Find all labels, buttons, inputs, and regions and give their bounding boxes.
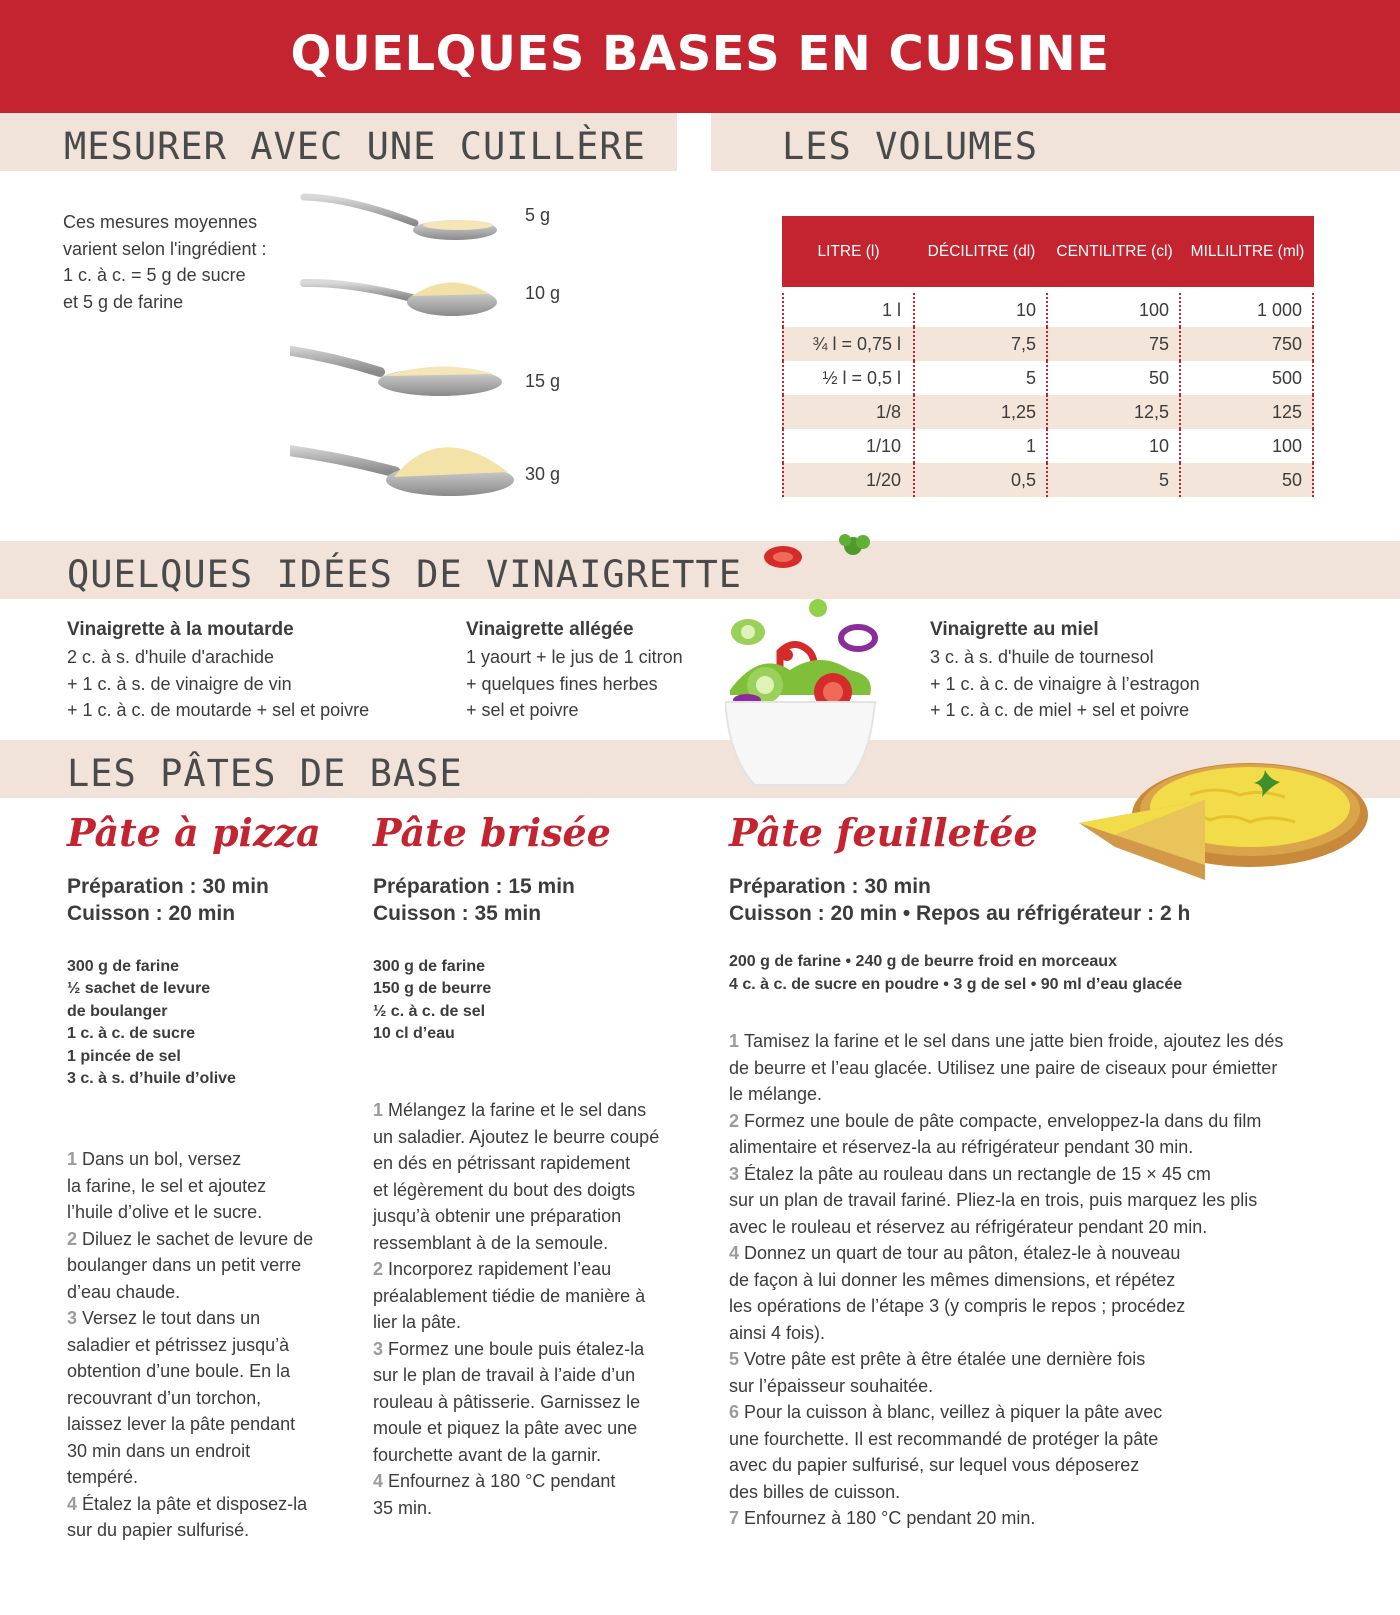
step-line <box>373 1177 635 1204</box>
recipe-title-brisee: Pâte brisée <box>373 810 611 855</box>
step-text: 30 min dans un endroit <box>67 1440 251 1461</box>
vinaigrette-line: 1 yaourt + le jus de 1 citron <box>466 647 683 667</box>
vinaigrette-title: Vinaigrette au miel <box>930 619 1099 640</box>
step-line <box>373 1389 640 1416</box>
column-header: MILLILITRE (ml) <box>1190 242 1305 260</box>
step-line <box>729 1134 1193 1161</box>
step-text: sur du papier sulfurisé. <box>67 1520 250 1540</box>
step-number: 2 <box>67 1228 83 1249</box>
step-text: recouvrant d’un torchon, <box>67 1387 262 1408</box>
step-line <box>729 1108 1261 1135</box>
table-cell: 5 <box>1048 463 1181 497</box>
table-cell: 0,5 <box>915 463 1048 497</box>
step-line <box>373 1150 630 1177</box>
step-line <box>373 1309 461 1336</box>
step-number: 5 <box>729 1349 745 1369</box>
step-line <box>729 1055 1277 1082</box>
step-line <box>67 1438 250 1465</box>
vinaigrette-title: Vinaigrette à la moutarde <box>67 619 294 640</box>
salad-bowl-icon <box>725 530 885 795</box>
step-number: 2 <box>729 1110 745 1131</box>
vinaigrette-title: Vinaigrette allégée <box>466 619 634 640</box>
section-band-vinaigrette <box>0 541 1400 599</box>
table-cell: 1 l <box>782 293 915 327</box>
step-text: fourchette avant de la garnir. <box>373 1444 602 1465</box>
table-cell: 1/8 <box>782 395 915 429</box>
section-title-volumes: LES VOLUMES <box>782 125 1039 168</box>
step-line <box>729 1399 1162 1426</box>
spoon-note-line: et 5 g de farine <box>63 292 184 312</box>
step-text: rouleau à pâtisserie. Garnissez le <box>373 1391 641 1412</box>
step-text: ainsi 4 fois). <box>729 1322 826 1343</box>
table-cell: 1,25 <box>915 395 1048 429</box>
table-cell: 750 <box>1181 327 1314 361</box>
step-line <box>373 1230 608 1257</box>
step-line <box>373 1336 644 1363</box>
table-row <box>782 327 1314 361</box>
table-cell: 5 <box>915 361 1048 395</box>
step-number: 4 <box>729 1243 745 1263</box>
step-number: 3 <box>373 1338 389 1359</box>
step-text: l’huile d’olive et le sucre. <box>67 1202 263 1222</box>
step-line <box>729 1346 1145 1373</box>
step-text: Incorporez rapidement l’eau <box>388 1259 612 1279</box>
ingredient-line: de boulanger <box>67 1003 168 1020</box>
table-cell: 100 <box>1181 429 1314 463</box>
volumes-table-header <box>782 216 1314 287</box>
step-line <box>67 1332 289 1359</box>
section-band-volumes <box>711 113 1400 171</box>
step-text: un saladier. Ajoutez le beurre coupé <box>373 1126 660 1147</box>
step-text: alimentaire et réservez-la au réfrigérateur pendant 30 min. <box>729 1137 1194 1157</box>
column-header: LITRE (l) <box>817 242 880 260</box>
step-line <box>67 1173 266 1200</box>
spoon-10g-icon <box>304 282 497 316</box>
step-text: Mélangez la farine et le sel dans <box>388 1100 647 1120</box>
step-line <box>729 1187 1257 1214</box>
table-cell: 10 <box>1048 429 1181 463</box>
step-text: et légèrement du bout des doigts <box>373 1179 636 1200</box>
step-text: boulanger dans un petit verre <box>67 1255 302 1275</box>
page-title: QUELQUES BASES EN CUISINE <box>290 26 1110 82</box>
step-text: Formez une boule puis étalez-la <box>388 1338 645 1359</box>
table-cell: ¾ l = 0,75 l <box>782 327 915 361</box>
step-line <box>729 1426 1158 1453</box>
spoon-note-line: varient selon l'ingrédient : <box>63 239 267 259</box>
volumes-table-body <box>782 293 1314 497</box>
step-text: Étalez la pâte au rouleau dans un rectangle de 15 × 45 cm <box>744 1163 1211 1184</box>
step-line <box>729 1240 1180 1267</box>
step-text: Étalez la pâte et disposez-la <box>82 1493 308 1514</box>
step-text: de façon à lui donner les mêmes dimensions, et répétez <box>729 1269 1176 1290</box>
step-line <box>729 1293 1185 1320</box>
step-line <box>373 1442 601 1469</box>
table-cell: 1 <box>915 429 1048 463</box>
step-text: 35 min. <box>373 1497 433 1518</box>
quiche-icon <box>1075 745 1375 905</box>
table-cell: 75 <box>1048 327 1181 361</box>
vinaigrette-line: + 1 c. à c. de moutarde + sel et poivre <box>67 700 370 720</box>
spoon-15g-icon <box>290 345 502 396</box>
step-number: 2 <box>373 1259 389 1279</box>
vinaigrette-line: + 1 c. à s. de vinaigre de vin <box>67 674 292 694</box>
spoon-label-10g: 10 g <box>525 283 561 303</box>
step-text: jusqu’à obtenir une préparation <box>373 1206 622 1226</box>
ingredient-line: 200 g de farine • 240 g de beurre froid en morceaux <box>729 953 1117 970</box>
table-cell: 1 000 <box>1181 293 1314 327</box>
step-line <box>729 1320 825 1347</box>
ingredient-line: ½ sachet de levure <box>67 980 211 997</box>
step-line <box>67 1305 260 1332</box>
step-line <box>67 1358 290 1385</box>
table-cell: 500 <box>1181 361 1314 395</box>
ingredient-line: 1 pincée de sel <box>67 1048 181 1065</box>
vinaigrette-line: + 1 c. à c. de vinaigre à l’estragon <box>930 674 1200 694</box>
step-line <box>373 1468 615 1495</box>
step-text: des billes de cuisson. <box>729 1481 901 1502</box>
step-line <box>373 1415 637 1442</box>
step-number: 6 <box>729 1402 745 1422</box>
step-text: de beurre et l’eau glacée. Utilisez une paire de ciseaux pour émietter <box>729 1057 1278 1078</box>
step-line <box>373 1203 621 1230</box>
table-row <box>782 463 1314 497</box>
ingredient-line: 300 g de farine <box>373 958 486 975</box>
table-cell: ½ l = 0,5 l <box>782 361 915 395</box>
recipe-title-pizza: Pâte à pizza <box>67 810 321 855</box>
step-text: Votre pâte est prête à être étalée une dernière fois <box>744 1349 1146 1369</box>
spoon-30g-icon <box>290 445 514 496</box>
vinaigrette-line: + quelques fines herbes <box>466 674 658 694</box>
ingredient-line: ½ c. à c. de sel <box>373 1003 486 1020</box>
recipe-prep-brisee: Préparation : 15 min <box>373 875 575 898</box>
table-cell: 12,5 <box>1048 395 1181 429</box>
step-text: préalablement tiédie de manière à <box>373 1285 646 1306</box>
step-text: d’eau chaude. <box>67 1281 181 1302</box>
step-line <box>373 1362 635 1389</box>
step-line <box>67 1491 307 1518</box>
step-number: 3 <box>67 1308 83 1328</box>
step-line <box>67 1252 301 1279</box>
step-line <box>373 1124 659 1151</box>
table-row <box>782 361 1314 395</box>
step-text: ressemblant à de la semoule. <box>373 1232 609 1253</box>
step-line <box>729 1479 900 1506</box>
step-number: 4 <box>67 1493 83 1514</box>
column-header: CENTILITRE (cl) <box>1056 242 1173 260</box>
recipe-prep-feuilletee: Préparation : 30 min <box>729 875 931 898</box>
recipe-cook-pizza: Cuisson : 20 min <box>67 902 236 925</box>
section-band-spoon <box>0 113 677 171</box>
step-line <box>67 1146 241 1173</box>
step-number: 7 <box>729 1508 745 1528</box>
step-text: sur le plan de travail à l’aide d’un <box>373 1365 636 1385</box>
spoon-5g-icon <box>304 197 497 240</box>
step-text: les opérations de l’étape 3 (y compris le repos ; procédez <box>729 1296 1186 1316</box>
step-number: 3 <box>729 1163 745 1184</box>
step-text: le mélange. <box>729 1084 823 1104</box>
step-number: 1 <box>373 1100 389 1120</box>
spoon-note-line: 1 c. à c. = 5 g de sucre <box>63 265 246 285</box>
table-row <box>782 395 1314 429</box>
table-cell: 125 <box>1181 395 1314 429</box>
step-line <box>373 1283 645 1310</box>
table-cell: 10 <box>915 293 1048 327</box>
step-text: la farine, le sel et ajoutez <box>67 1175 267 1196</box>
step-line <box>373 1495 432 1522</box>
ingredient-line: 3 c. à s. d’huile d’olive <box>67 1070 236 1087</box>
table-row <box>782 293 1314 327</box>
vinaigrette-line: + sel et poivre <box>466 700 579 720</box>
step-line <box>67 1226 313 1253</box>
recipe-title-feuilletee: Pâte feuilletée <box>729 810 1038 855</box>
step-text: avec du papier sulfurisé, sur lequel vous déposerez <box>729 1455 1140 1475</box>
table-cell: 50 <box>1048 361 1181 395</box>
step-text: en dés en pétrissant rapidement <box>373 1153 631 1173</box>
step-text: Versez le tout dans un <box>82 1308 261 1328</box>
step-line <box>67 1279 180 1306</box>
step-text: obtention d’une boule. En la <box>67 1361 291 1381</box>
vinaigrette-line: 3 c. à s. d'huile de tournesol <box>930 647 1154 667</box>
recipe-cook-brisee: Cuisson : 35 min <box>373 902 542 925</box>
step-text: moule et piquez la pâte avec une <box>373 1418 638 1438</box>
step-line <box>67 1385 261 1412</box>
column-header: DÉCILITRE (dl) <box>927 242 1036 260</box>
step-line <box>729 1161 1211 1188</box>
step-line <box>373 1256 611 1283</box>
step-text: Donnez un quart de tour au pâton, étalez-le à nouveau <box>744 1243 1181 1263</box>
step-text: une fourchette. Il est recommandé de protéger la pâte <box>729 1428 1159 1449</box>
step-line <box>67 1464 138 1491</box>
spoon-label-5g: 5 g <box>525 205 551 225</box>
step-line <box>67 1411 295 1438</box>
step-text: Pour la cuisson à blanc, veillez à piquer la pâte avec <box>744 1402 1163 1422</box>
vinaigrette-line: 2 c. à s. d'huile d'arachide <box>67 647 274 667</box>
step-text: Tamisez la farine et le sel dans une jatte bien froide, ajoutez les dés <box>744 1031 1284 1051</box>
step-text: Formez une boule de pâte compacte, enveloppez-la dans du film <box>744 1110 1262 1131</box>
step-line <box>373 1097 646 1124</box>
ingredient-line: 10 cl d’eau <box>373 1025 455 1042</box>
step-line <box>67 1517 249 1544</box>
step-number: 4 <box>373 1471 389 1491</box>
table-cell: 1/20 <box>782 463 915 497</box>
step-text: avec le rouleau et réservez au réfrigérateur pendant 20 min. <box>729 1216 1208 1237</box>
step-text: laissez lever la pâte pendant <box>67 1414 296 1434</box>
recipe-cook-feuilletee: Cuisson : 20 min • Repos au réfrigérateur : 2 h <box>729 902 1191 925</box>
spoons-illustration <box>290 190 520 510</box>
spoon-label-15g: 15 g <box>525 371 561 391</box>
step-text: tempéré. <box>67 1467 139 1487</box>
section-title-pates: LES PÂTES DE BASE <box>67 752 463 795</box>
vinaigrette-line: + 1 c. à c. de miel + sel et poivre <box>930 700 1190 720</box>
ingredient-line: 300 g de farine <box>67 958 180 975</box>
section-title-vinaigrette: QUELQUES IDÉES DE VINAIGRETTE <box>67 553 743 596</box>
spoon-note-line: Ces mesures moyennes <box>63 212 258 232</box>
step-text: Dans un bol, versez <box>82 1149 242 1169</box>
top-banner <box>0 0 1400 113</box>
ingredient-line: 1 c. à c. de sucre <box>67 1025 196 1042</box>
volumes-table <box>782 216 1314 497</box>
ingredient-line: 4 c. à c. de sucre en poudre • 3 g de sel • 90 ml d’eau glacée <box>729 976 1183 993</box>
step-line <box>729 1505 1035 1532</box>
recipe-prep-pizza: Préparation : 30 min <box>67 875 269 898</box>
spoon-label-30g: 30 g <box>525 464 561 484</box>
step-line <box>729 1452 1139 1479</box>
step-text: Enfournez à 180 °C pendant 20 min. <box>744 1508 1036 1528</box>
step-text: lier la pâte. <box>373 1312 462 1332</box>
table-cell: 50 <box>1181 463 1314 497</box>
table-row <box>782 429 1314 463</box>
step-line <box>729 1214 1207 1241</box>
step-text: sur l’épaisseur souhaitée. <box>729 1375 934 1396</box>
table-cell: 1/10 <box>782 429 915 463</box>
table-cell: 100 <box>1048 293 1181 327</box>
step-text: saladier et pétrissez jusqu’à <box>67 1334 290 1355</box>
section-title-spoon: MESURER AVEC UNE CUILLÈRE <box>64 125 646 168</box>
step-number: 1 <box>67 1149 83 1169</box>
ingredient-line: 150 g de beurre <box>373 980 492 997</box>
step-number: 1 <box>729 1031 745 1051</box>
step-line <box>67 1199 262 1226</box>
table-cell: 7,5 <box>915 327 1048 361</box>
step-text: Enfournez à 180 °C pendant <box>388 1471 616 1491</box>
step-line <box>729 1373 933 1400</box>
step-line <box>729 1267 1175 1294</box>
step-text: sur un plan de travail fariné. Pliez-la en trois, puis marquez les plis <box>729 1190 1258 1210</box>
step-text: Diluez le sachet de levure de <box>82 1228 314 1249</box>
step-line <box>729 1081 822 1108</box>
step-line <box>729 1028 1283 1055</box>
